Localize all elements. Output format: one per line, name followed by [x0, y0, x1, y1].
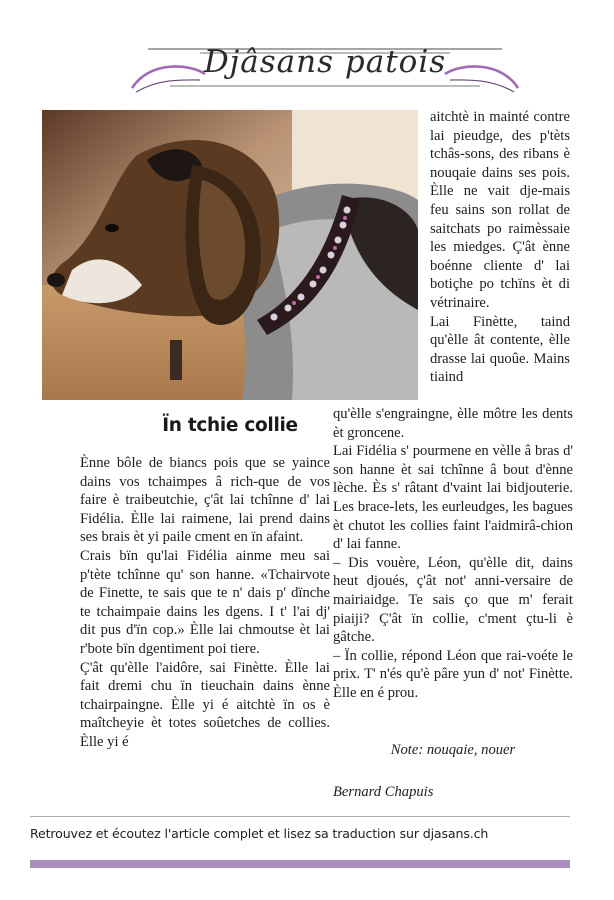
paragraph: Lai Fidélia s' pourmene en vèlle â bras d' son hanne èt sai tchînne â bout d'ènne lèche. Ès s' râtant d'vaint lai bidjouterie. Les brace-lets, les eurleudges, les bagues èt chutot les collies faint l'aidmirâ-chion d' lai fanne. — [333, 443, 573, 553]
paragraph: Lai Finètte, taind qu'èlle ât contente, èlle drasse lai quoûe. Mains tiaind — [430, 313, 570, 386]
dog-photo — [42, 110, 418, 400]
article-title: Ïn tchie collie — [162, 415, 298, 436]
article-note: Note: nouqaie, nouer — [390, 742, 516, 758]
article-author: Bernard Chapuis — [333, 784, 434, 800]
paragraph: Crais bïn qu'lai Fidélia ainme meu sai p'tète tchînne qu' son hanne. «Tchairvote de Finette, te sais que te n' dais p' dïnche te tchaimpaie dains les dgens. I t' l'ai dj' dit pus d'ïn cop.» Èlle lai chmoutse èt lai r'bote bïn dgentiment poi tiere. — [80, 547, 330, 657]
footer-color-band — [30, 860, 570, 868]
footer-link-text[interactable]: Retrouvez et écoutez l'article complet et lisez sa traduction sur djasans.ch — [30, 826, 489, 841]
paragraph: – Ïn collie, répond Léon que rai-voéte le prix. T' n'és qu'è pâre yun d' not' Finètte. Èlle en é prou. — [333, 647, 573, 701]
paragraph: – Dis vouère, Léon, qu'èlle dit, dains heut djoués, ç'ât not' anni-versaire de mairiaidge. Te sais ço que m' ferait piaiji? Ç'ât ïn collie, c'ment çtu-li è gâtche. — [333, 554, 573, 646]
masthead-title: Djâsans patois — [203, 44, 447, 80]
masthead — [130, 40, 520, 100]
footer-divider — [30, 816, 570, 817]
dog-with-studded-collar-icon — [42, 110, 418, 400]
article-column-left — [80, 454, 330, 752]
paragraph: Ènne bôle de biancs pois que se yaince dains vos tchaimpes â rich-que de vos faire è traibeutchie, ç'ât lai tchînne d' lai Fidélia. Èlle lai raimene, lai prend dains ses brais èt yi paile cment en ïn afaint. — [80, 455, 330, 546]
article-column-right-top — [430, 108, 570, 387]
paragraph: Ç'ât qu'èlle l'aidôre, sai Finètte. Èlle lai fait dremi chu ïn tieuchain dains ènne tchairpaingne. Èlle yi é aitchtè ïn os è maîtcheyie èt totes soûetches de collies. Èlle yi é — [80, 659, 330, 750]
paragraph: aitchtè in mainté contre lai pieudge, des p'tèts tchâs-sons, des ribans è nouqaie dains ses pois. Èlle ne vait dje-mais feu sains son rollat de saitchats po raimèssaie les miedges. Ç'ât ènne boénne cliente d' lai botiçhe po tchïns èt di vétrinaire. — [430, 109, 570, 311]
article-column-right-bottom — [333, 405, 573, 703]
paragraph: qu'èlle s'engraingne, èlle môtre les dents èt groncene. — [333, 406, 573, 441]
